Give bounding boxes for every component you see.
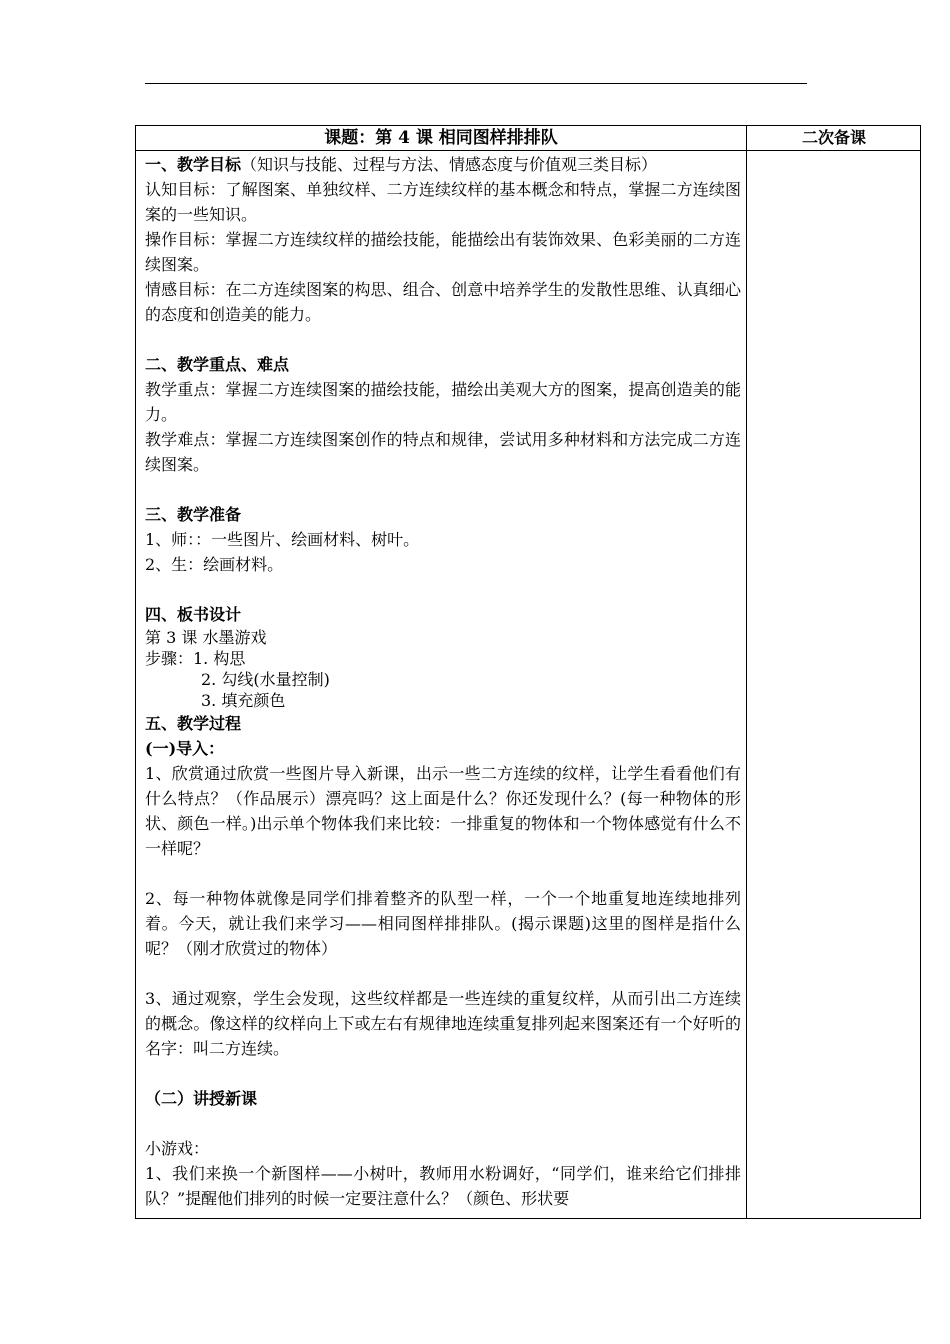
process-heading: 五、教学过程	[145, 714, 242, 733]
prep-heading: 三、教学准备	[145, 505, 242, 524]
second-prep-title: 二次备课	[801, 128, 866, 147]
board-step2: 2. 勾线(水量控制)	[201, 670, 330, 689]
lesson-content	[145, 152, 741, 1211]
focus-difficult: 教学难点：掌握二方连续图案创作的特点和规律，尝试用多种材料和方法完成二方连续图案。	[145, 430, 741, 474]
goal-operation: 操作目标：掌握二方连续纹样的描绘技能，能描绘出有装饰效果、色彩美丽的二方连续图案。	[145, 230, 741, 274]
goals-heading: 一、教学目标	[145, 155, 242, 174]
intro-heading: (一)导入：	[145, 739, 225, 758]
goals-heading-note: （知识与技能、过程与方法、情感态度与价值观三类目标）	[241, 155, 658, 174]
header-rule	[145, 83, 807, 84]
column-divider	[746, 126, 747, 1218]
lesson-plan-table	[135, 125, 921, 1219]
board-step3: 3. 填充颜色	[201, 691, 286, 710]
header-divider	[136, 150, 920, 151]
process-p3: 3、通过观察，学生会发现，这些纹样都是一些连续的重复纹样，从而引出二方连续的概念。像这样的纹样向上下或左右有规律地连续重复排列起来图案还有一个好听的名字：叫二方连续。	[145, 989, 741, 1058]
lesson-title: 课题：第 4 课 相同图样排排队	[324, 128, 558, 148]
process-p2: 2、每一种物体就像是同学们排着整齐的队型一样，一个一个地重复地连续地排列着。今天，就让我们来学习——相同图样排排队。(揭示课题)这里的图样是指什么呢？（刚才欣赏过的物体）	[145, 889, 741, 958]
process-p4: 1、我们来换一个新图样——小树叶，教师用水粉调好，“同学们，谁来给它们排排队？”提醒他们排列的时候一定要注意什么？（颜色、形状要	[145, 1164, 741, 1208]
board-step1: 步骤：1. 构思	[145, 649, 246, 668]
prep-teacher: 1、师：：一些图片、绘画材料、树叶。	[145, 530, 420, 549]
game-label: 小游戏：	[145, 1139, 210, 1158]
prep-student: 2、生：绘画材料。	[145, 555, 284, 574]
focus-key: 教学重点：掌握二方连续图案的描绘技能，描绘出美观大方的图案，提高创造美的能力。	[145, 380, 741, 424]
board-lesson: 第 3 课 水墨游戏	[145, 628, 267, 647]
focus-heading: 二、教学重点、难点	[145, 355, 290, 374]
goals-line	[145, 152, 741, 177]
process-p1: 1、欣赏通过欣赏一些图片导入新课，出示一些二方连续的纹样，让学生看看他们有什么特点？（作品展示）漂亮吗？这上面是什么？你还发现什么？(每一种物体的形状、颜色一样。)出示单个物体我们来比较：一排重复的物体和一个物体感觉有什么不一样呢？	[145, 764, 741, 858]
new-lesson-heading: （二）讲授新课	[145, 1089, 258, 1108]
goal-cognitive: 认知目标：了解图案、单独纹样、二方连续纹样的基本概念和特点，掌握二方连续图案的一些知识。	[145, 180, 741, 224]
board-heading: 四、板书设计	[145, 605, 242, 624]
goal-emotion: 情感目标：在二方连续图案的构思、组合、创意中培养学生的发散性思维、认真细心的态度和创造美的能力。	[145, 280, 741, 324]
